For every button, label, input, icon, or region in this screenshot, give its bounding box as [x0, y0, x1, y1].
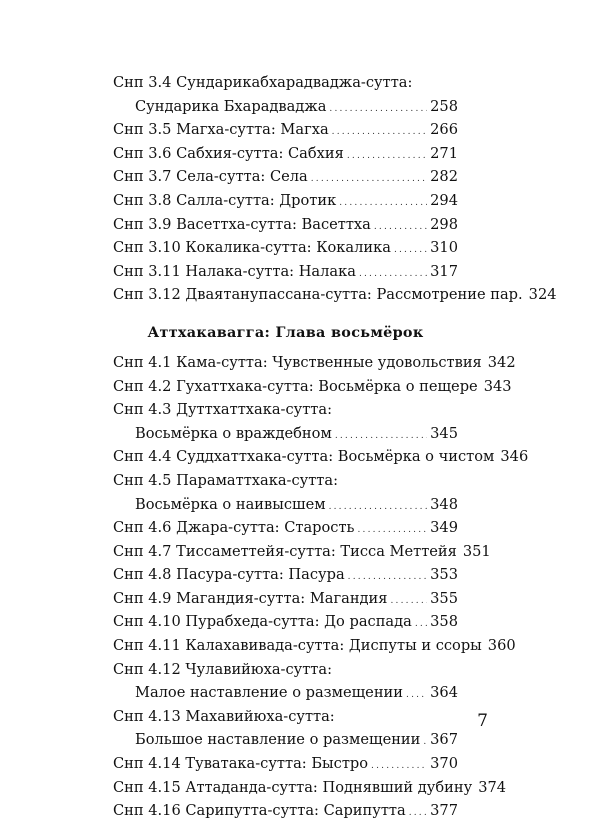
section-heading: Аттхакавагга: Глава восьмёрок	[147, 323, 424, 341]
dot-leader	[406, 684, 427, 708]
toc-entry	[113, 776, 507, 800]
toc-entry	[113, 95, 458, 119]
toc-entry	[113, 563, 458, 587]
toc-entry	[113, 142, 458, 166]
toc-entry-title: Снп 4.15 Аттаданда-сутта: Поднявший дубину	[113, 778, 473, 796]
toc-entry-title: Снп 4.16 Сарипутта-сутта: Сарипутта	[113, 802, 406, 820]
toc-entry-page-number: 351	[462, 542, 491, 560]
dot-leader	[329, 98, 427, 122]
toc-entry-title: Снп 3.4 Сундарикабхарадваджа-сутта:	[113, 74, 413, 91]
toc-entry-page-number: 266	[430, 121, 458, 139]
toc-entry-title: Большое наставление о размещении	[135, 731, 421, 749]
toc-entry-title: Снп 3.11 Налака-сутта: Налака	[113, 262, 356, 280]
toc-entry-title: Снп 4.9 Магандия-сутта: Магандия	[113, 589, 388, 607]
toc-entry-title: Малое наставление о размещении	[135, 684, 404, 702]
toc-entry-page-number: 364	[430, 684, 458, 702]
toc-entry	[113, 375, 512, 399]
toc-entry-title: Сундарика Бхарадваджа	[135, 97, 327, 115]
toc-entry	[113, 445, 529, 469]
toc-entry-title: Восьмёрка о враждебном	[135, 424, 332, 442]
table-of-contents	[113, 71, 557, 823]
toc-entry	[113, 610, 458, 634]
toc-entry-page-number: 282	[430, 168, 458, 186]
toc-entry-title: Снп 4.8 Пасура-сутта: Пасура	[113, 566, 345, 584]
toc-entry-page-number: 346	[500, 448, 529, 466]
toc-entry-page-number: 317	[430, 262, 458, 280]
toc-entry-title: Снп 4.14 Туватака-сутта: Быстро	[113, 755, 369, 773]
toc-entry-title: Снп 3.10 Кокалика-сутта: Кокалика	[113, 239, 391, 257]
dot-leader	[394, 239, 427, 263]
toc-entry	[113, 469, 458, 493]
toc-group-chapter-3	[113, 71, 557, 307]
toc-entry-page-number: 342	[487, 353, 516, 371]
page-number: 7	[477, 711, 488, 731]
toc-entry-page-number: 294	[430, 191, 458, 209]
toc-entry-title: Снп 4.13 Махавийюха-сутта:	[113, 707, 335, 725]
toc-entry	[113, 705, 458, 729]
toc-entry	[113, 752, 458, 776]
toc-entry	[113, 71, 458, 95]
toc-entry	[113, 236, 458, 260]
toc-entry	[113, 283, 557, 307]
toc-entry-page-number: 374	[478, 778, 507, 796]
toc-entry-title: Снп 4.7 Тиссаметтейя-сутта: Тисса Меттейя	[113, 542, 457, 560]
toc-entry-title: Снп 4.11 Калахавивада-сутта: Диспуты и ссоры	[113, 637, 482, 655]
toc-entry-title: Снп 4.6 Джара-сутта: Старость	[113, 519, 355, 537]
toc-entry-title: Снп 4.3 Дуттхаттхака-сутта:	[113, 401, 332, 419]
toc-entry-page-number: 271	[430, 144, 458, 162]
toc-entry-title: Снп 4.10 Пурабхеда-сутта: До распада	[113, 613, 412, 631]
toc-entry	[113, 422, 458, 446]
toc-entry-page-number: 345	[430, 424, 458, 442]
toc-entry-page-number: 355	[430, 589, 458, 607]
toc-entry-page-number: 367	[430, 731, 458, 749]
toc-entry	[113, 728, 458, 752]
toc-entry	[113, 799, 458, 823]
toc-entry-title: Снп 4.2 Гухаттхака-сутта: Восьмёрка о пещере	[113, 377, 478, 395]
toc-entry	[113, 165, 458, 189]
toc-entry-title: Снп 3.9 Васеттха-сутта: Васеттха	[113, 215, 371, 233]
toc-entry-page-number: 343	[483, 377, 512, 395]
toc-entry-title: Снп 3.7 Села-сутта: Села	[113, 168, 308, 186]
toc-entry-page-number: 353	[430, 566, 458, 584]
toc-entry-page-number: 358	[430, 613, 458, 631]
toc-entry	[113, 260, 458, 284]
toc-entry	[113, 351, 516, 375]
toc-entry	[113, 540, 491, 564]
dot-leader	[332, 121, 427, 145]
toc-entry-title: Снп 4.12 Чулавийюха-сутта:	[113, 660, 332, 678]
toc-group-atthakavagga	[113, 351, 529, 823]
toc-entry-page-number: 310	[430, 239, 458, 257]
toc-entry-title: Снп 4.5 Параматтхака-сутта:	[113, 471, 338, 489]
toc-entry-title: Снп 3.6 Сабхия-сутта: Сабхия	[113, 144, 344, 162]
toc-entry-page-number: 258	[430, 97, 458, 115]
toc-entry-page-number: 348	[430, 495, 458, 513]
toc-entry-page-number: 298	[430, 215, 458, 233]
toc-entry-title: Снп 3.8 Салла-сутта: Дротик	[113, 191, 337, 209]
toc-entry-page-number: 349	[430, 519, 458, 537]
toc-entry	[113, 658, 458, 682]
toc-entry	[113, 516, 458, 540]
toc-entry	[113, 634, 516, 658]
dot-leader	[423, 731, 427, 755]
toc-entry-title: Снп 4.4 Суддхаттхака-сутта: Восьмёрка о чистом	[113, 448, 495, 466]
toc-entry	[113, 189, 458, 213]
toc-entry	[113, 681, 458, 705]
toc-entry-title: Снп 4.1 Кама-сутта: Чувственные удовольствия	[113, 353, 482, 371]
toc-entry-title: Снп 3.5 Магха-сутта: Магха	[113, 121, 329, 139]
toc-entry-page-number: 377	[430, 802, 458, 820]
toc-entry-page-number: 370	[430, 755, 458, 773]
toc-entry-title: Восьмёрка о наивысшем	[135, 495, 326, 513]
toc-entry-page-number: 360	[487, 637, 516, 655]
toc-entry	[113, 493, 458, 517]
toc-entry-title: Снп 3.12 Дваятанупассана-сутта: Рассмотрение пар.	[113, 286, 523, 304]
toc-entry-page-number: 324	[528, 286, 557, 304]
toc-entry	[113, 118, 458, 142]
toc-entry	[113, 213, 458, 237]
dot-leader	[409, 802, 427, 826]
dot-leader	[347, 145, 427, 169]
toc-entry	[113, 398, 458, 422]
toc-entry	[113, 587, 458, 611]
